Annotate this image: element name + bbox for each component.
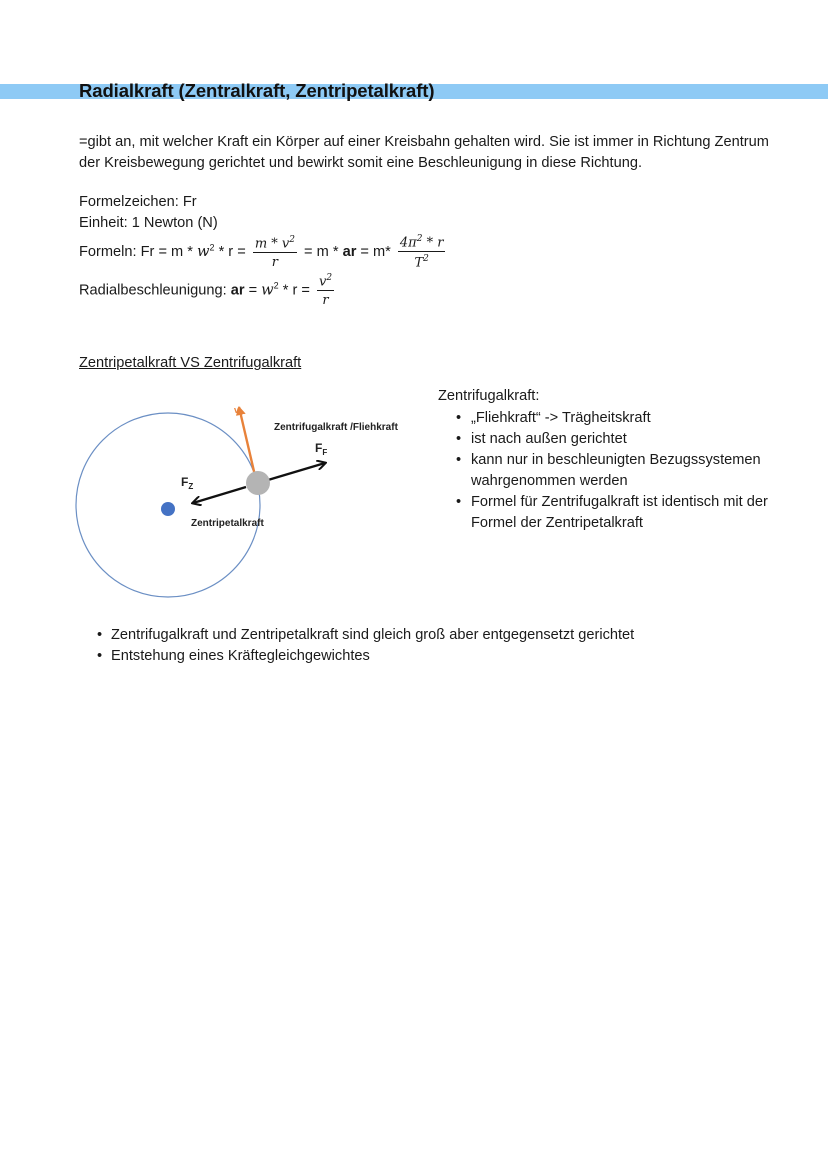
zentripetal-arrow	[193, 487, 246, 503]
frac2-numerator: 4π	[399, 235, 417, 251]
frac2-den-exp: 2	[423, 254, 429, 265]
zentrifugal-diagram-label: Zentrifugalkraft /Fliehkraft	[274, 422, 398, 433]
radial-eq: =	[244, 282, 262, 299]
formula-times-r: * r =	[218, 244, 246, 261]
list-item: • „Fliehkraft“ -> Trägheitskraft	[438, 408, 798, 429]
formula-fraction-2	[398, 234, 446, 271]
list-item: • Entstehung eines Kräftegleichgewichtes	[79, 646, 779, 667]
radial-line	[79, 273, 337, 308]
velocity-arrow	[239, 407, 256, 480]
radial-denominator: r	[322, 293, 329, 309]
zentripetal-diagram-label: Zentripetalkraft	[191, 518, 264, 529]
zentrifugal-list	[438, 408, 798, 534]
formula-w: w	[197, 243, 210, 261]
page-title: Radialkraft (Zentralkraft, Zentripetalkraft)	[79, 80, 435, 101]
zentrifugal-arrow	[268, 463, 325, 480]
zentrifugal-title: Zentrifugalkraft:	[438, 388, 540, 404]
force-diagram	[60, 385, 430, 605]
summary-list	[79, 625, 779, 667]
list-item: • Zentrifugalkraft und Zentripetalkraft sind gleich groß aber entgegensetzt gerichtet	[79, 625, 779, 646]
frac2-numerator-rest: * r	[422, 235, 444, 251]
intro-paragraph: =gibt an, mit welcher Kraft ein Körper auf einer Kreisbahn gehalten wird. Sie ist immer in Richtung Zentrum der Kreisbewegung gerichtet und bewirkt somit eine Beschleunigung in diese Richtung.	[79, 134, 769, 171]
symbol-line: Formelzeichen: Fr	[79, 194, 197, 210]
formula-label: Formeln: Fr = m *	[79, 244, 193, 261]
radial-w: w	[261, 281, 274, 299]
formula-mid: = m *	[304, 244, 343, 261]
frac1-exp: 2	[289, 234, 295, 245]
fz-label	[181, 475, 193, 491]
frac1-numerator: m * v	[254, 235, 290, 251]
frac2-denominator: T	[414, 255, 424, 271]
velocity-label: v	[234, 405, 240, 415]
unit-line: Einheit: 1 Newton (N)	[79, 215, 218, 231]
radial-w-exp: 2	[273, 280, 279, 291]
formula-line	[79, 234, 448, 271]
radial-ar: ar	[230, 282, 245, 299]
ff-subscript: F	[322, 448, 328, 457]
frac2-exp: 2	[416, 234, 423, 244]
radial-numerator: v	[318, 274, 327, 290]
ff-label	[315, 441, 327, 457]
section-title: Zentripetalkraft VS Zentrifugalkraft	[79, 355, 302, 371]
list-item: • ist nach außen gerichtet	[438, 429, 798, 450]
radial-num-exp: 2	[326, 273, 333, 283]
radial-label: Radialbeschleunigung:	[79, 282, 231, 299]
center-point	[161, 502, 175, 516]
frac1-denominator: r	[271, 254, 278, 270]
ff-main: F	[315, 441, 323, 455]
list-item: • kann nur in beschleunigten Bezugssystemen wahrgenommen werden	[438, 450, 798, 492]
formula-fraction-1	[253, 235, 297, 270]
rotating-mass	[246, 471, 270, 495]
list-item: • Formel für Zentrifugalkraft ist identisch mit der Formel der Zentripetalkraft	[438, 492, 798, 534]
fz-subscript: Z	[188, 482, 194, 491]
summary-box	[79, 625, 779, 667]
radial-fraction	[317, 273, 334, 308]
formula-ar: ar	[342, 244, 357, 261]
formula-w-exp: 2	[209, 242, 215, 253]
radial-times-r: * r =	[278, 282, 310, 299]
zentrifugal-box	[438, 386, 798, 534]
fz-main: F	[181, 475, 189, 489]
formula-m-star: = m*	[356, 244, 391, 261]
